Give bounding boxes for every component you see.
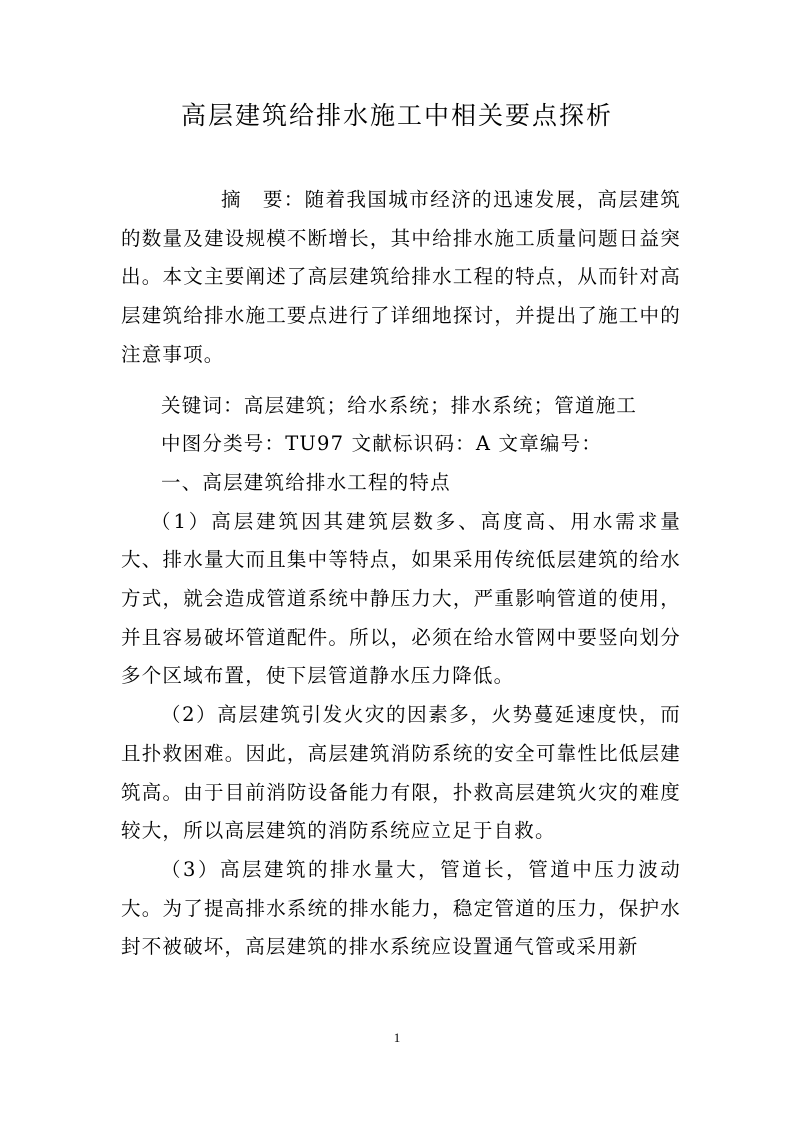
classification-line: 中图分类号：TU97 文献标识码：A 文章编号： (161, 432, 603, 456)
item-paragraph-2: （2）高层建筑引发火灾的因素多，火势蔓延速度快，而且扑救困难。因此，高层建筑消防系统的安全可靠性比低层建筑高。由于目前消防设备能力有限，扑救高层建筑火灾的难度较大，所以高层建筑的消防系统应立足于自救。 (121, 703, 681, 843)
item-paragraph-3: （3）高层建筑的排水量大，管道长，管道中压力波动大。为了提高排水系统的排水能力，稳定管道的压力，保护水封不被破坏，高层建筑的排水系统应设置通气管或采用新 (121, 857, 681, 959)
section-heading: 一、高层建筑给排水工程的特点 (161, 470, 451, 494)
keywords-line: 关键词：高层建筑；给水系统；排水系统；管道施工 (161, 393, 638, 417)
page-number: 1 (393, 1030, 401, 1045)
document-body (121, 181, 681, 967)
item-paragraph-1: （1）高层建筑因其建筑层数多、高度高、用水需求量大、排水量大而且集中等特点，如果采用传统低层建筑的给水方式，就会造成管道系统中静压力大，严重影响管道的使用，并且容易破坏管道配件。所以，必须在给水管网中要竖向划分多个区域布置，使下层管道静水压力降低。 (121, 509, 681, 688)
document-title: 高层建筑给排水施工中相关要点探析 (180, 101, 613, 130)
abstract-paragraph: 摘 要：随着我国城市经济的迅速发展，高层建筑的数量及建设规模不断增长，其中给排水施工质量问题日益突出。本文主要阐述了高层建筑给排水工程的特点，从而针对高层建筑给排水施工要点进行了详细地探讨，并提出了施工中的注意事项。 (121, 188, 681, 366)
